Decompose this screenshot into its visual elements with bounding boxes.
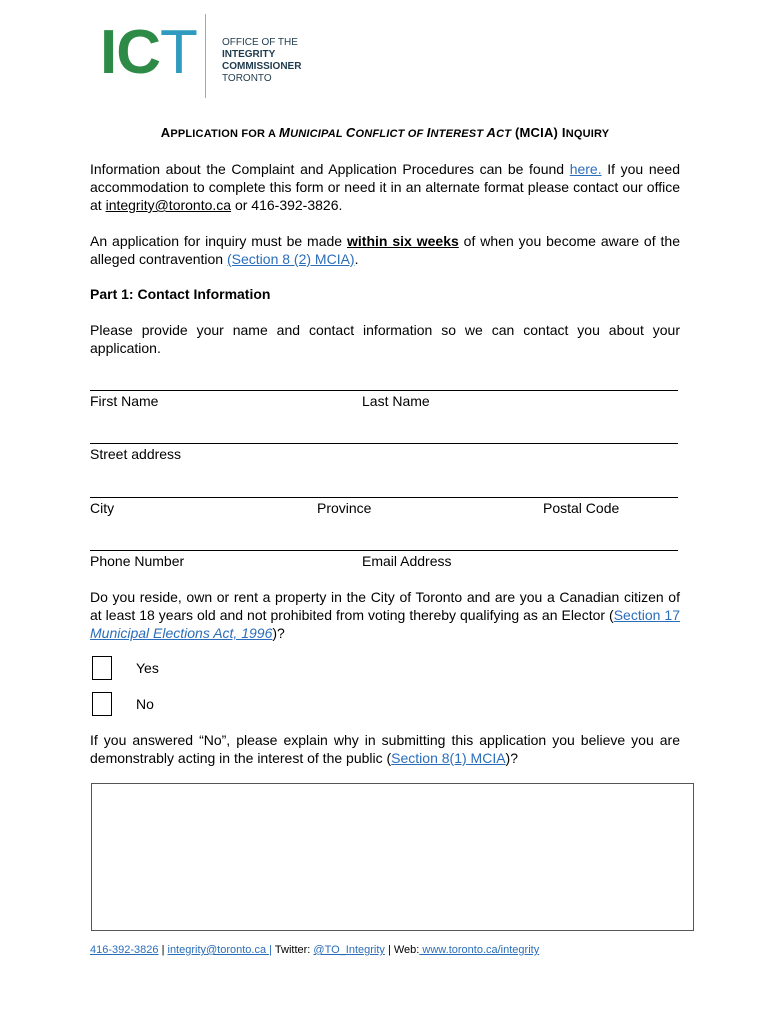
section-8-1-link[interactable]: Section 8(1) MCIA bbox=[391, 750, 506, 766]
form-title: APPLICATION FOR A MUNICIPAL CONFLICT OF INTEREST ACT (MCIA) INQUIRY bbox=[160, 125, 610, 140]
footer-twitter[interactable]: @TO_Integrity bbox=[313, 944, 385, 956]
section-8-2-link[interactable]: (Section 8 (2) MCIA) bbox=[227, 251, 355, 267]
name-field-line[interactable] bbox=[90, 390, 678, 391]
part1-instructions: Please provide your name and contact information so we can contact you about your application. bbox=[90, 322, 680, 356]
yes-checkbox[interactable] bbox=[92, 656, 112, 680]
footer-email[interactable]: integrity@toronto.ca | bbox=[167, 944, 273, 956]
office-name: OFFICE OF THE INTEGRITY COMMISSIONER TORONTO bbox=[222, 37, 302, 84]
province-label: Province bbox=[317, 500, 372, 516]
street-label: Street address bbox=[90, 446, 182, 462]
explanation-textbox[interactable] bbox=[91, 783, 694, 931]
footer-website[interactable]: www.toronto.ca/integrity bbox=[419, 944, 540, 956]
procedures-link[interactable]: here. bbox=[569, 161, 602, 177]
elector-question: Do you reside, own or rent a property in the City of Toronto and are you a Canadian citizen of at least 18 years old and not prohibited from voting thereby qualifying as an Elector (Section 17 Municipal Elections Act, 1996)? bbox=[90, 589, 680, 641]
yes-label: Yes bbox=[136, 660, 159, 676]
ict-logo: ICT bbox=[100, 18, 197, 87]
postal-code-label: Postal Code bbox=[543, 500, 620, 516]
footer-phone[interactable]: 416-392-3826 bbox=[90, 944, 159, 956]
phone-label: Phone Number bbox=[90, 553, 185, 569]
email-label: Email Address bbox=[362, 553, 452, 569]
deadline-paragraph: An application for inquiry must be made within six weeks of when you become aware of the alleged contravention (Section 8 (2) MCIA). bbox=[90, 233, 680, 267]
intro-paragraph: Information about the Complaint and Application Procedures can be found here. If you need accommodation to complete this form or need it in an alternate format please contact our office at integrity@toronto.ca or 416-392-3826. bbox=[90, 161, 680, 213]
phone-field-line[interactable] bbox=[90, 550, 678, 551]
section-17-link[interactable]: Section 17 Municipal Elections Act, 1996 bbox=[90, 607, 680, 641]
footer: 416-392-3826 | integrity@toronto.ca | Twitter: @TO_Integrity | Web: www.toronto.ca/integrity bbox=[90, 944, 540, 956]
city-label: City bbox=[90, 500, 115, 516]
no-checkbox[interactable] bbox=[92, 692, 112, 716]
logo-divider bbox=[205, 14, 206, 98]
last-name-label: Last Name bbox=[362, 393, 430, 409]
city-field-line[interactable] bbox=[90, 497, 678, 498]
first-name-label: First Name bbox=[90, 393, 159, 409]
email-link[interactable]: integrity@toronto.ca bbox=[105, 197, 232, 213]
no-label: No bbox=[136, 696, 154, 712]
street-field-line[interactable] bbox=[90, 443, 678, 444]
part1-heading: Part 1: Contact Information bbox=[90, 286, 271, 302]
explain-question: If you answered “No”, please explain why in submitting this application you believe you are demonstrably acting in the interest of the public (Section 8(1) MCIA)? bbox=[90, 732, 680, 766]
